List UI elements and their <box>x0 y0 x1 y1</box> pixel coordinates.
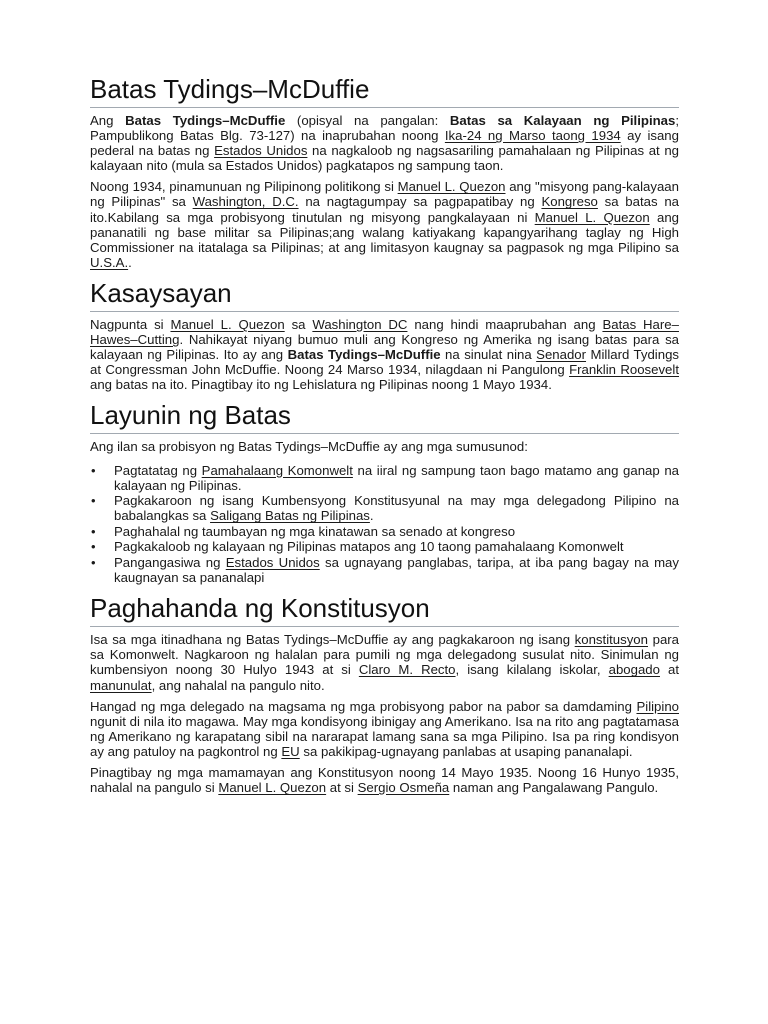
text-run: ; Pampublikong Batas Blg. 73-127) na inaprubahan noong <box>90 113 680 144</box>
article-link[interactable]: konstitusyon <box>574 632 648 648</box>
list-item <box>91 555 679 586</box>
text-run: sa ugnayang panglabas, taripa, at iba pang bagay na may kaugnayan sa pananalapi <box>114 555 679 586</box>
article-link[interactable]: Kongreso <box>541 194 598 210</box>
paragraph <box>90 179 679 270</box>
text-run: ang batas na ito. Pinagtibay ito ng Lehislatura ng Pilipinas noong 1 Mayo 1934. <box>90 377 552 393</box>
text-run: nang hindi maaprubahan ang <box>407 316 603 332</box>
section-kasaysayan <box>90 276 679 392</box>
paragraph <box>90 765 679 795</box>
bullet-icon: • <box>91 462 96 478</box>
text-run: Ang <box>90 113 126 128</box>
list-item-text <box>114 463 679 493</box>
article-link[interactable]: Ika-24 ng Marso taong 1934 <box>444 128 621 144</box>
text-run: at si <box>326 780 358 796</box>
text-run: Pagkakaroon ng isang Kumbensyong Konstitusyunal na may mga delegadong Pilipino na babalangkas sa <box>114 493 679 524</box>
bullet-icon: • <box>91 555 96 571</box>
list-item-text <box>114 539 624 554</box>
article-link[interactable]: Pamahalaang Komonwelt <box>201 462 353 478</box>
paragraph <box>90 317 679 392</box>
text-run: naman ang Pangalawang Pangulo. <box>449 780 659 796</box>
text-run: Ang ilan sa probisyon ng Batas Tydings–McDuffie ay ang mga sumusunod: <box>90 439 528 455</box>
paragraph <box>90 113 679 173</box>
text-run: sa batas na ito.Kabilang sa mga probisyong tinutulan ng misyong pangkalayaan ni <box>90 194 679 225</box>
list-item <box>91 539 679 555</box>
bold-term: Batas sa Kalayaan ng Pilipinas <box>449 113 676 128</box>
text-run: . Nahikayat niyang bumuo muli ang Kongreso ng Amerika ng isang batas para sa kalayaan ng Pilipinas. Ito ay ang <box>90 332 679 363</box>
paragraph <box>90 632 679 692</box>
section-layunin <box>90 398 679 585</box>
article-link[interactable]: Claro M. Recto <box>358 662 456 678</box>
list-item-text <box>114 555 679 585</box>
text-run: Pagkakaloob ng kalayaan ng Pilipinas matapos ang 10 taong pamahalaang Komonwelt <box>114 539 624 555</box>
list-item-text <box>114 493 679 523</box>
text-run: Isa sa mga itinadhana ng Batas Tydings–McDuffie ay ang pagkakaroon ng isang <box>90 632 575 648</box>
text-run: (opisyal na pangalan: <box>285 113 450 128</box>
text-run: at <box>659 662 679 678</box>
article-link[interactable]: Saligang Batas ng Pilipinas <box>210 508 370 524</box>
bullet-icon: • <box>91 523 96 539</box>
article-link[interactable]: Sergio Osmeña <box>357 780 450 796</box>
text-run: ang "misyong pang-kalayaan ng Pilipinas" sa <box>90 179 679 210</box>
text-run: Noong 1934, pinamunuan ng Pilipinong politikong si <box>90 179 398 195</box>
list-item <box>91 523 679 539</box>
text-run: sa pakikipag-ugnayang panlabas at usaping pananalapi. <box>299 743 633 759</box>
text-run: ngunit di nila ito magawa. May mga kondisyong ibinigay ang Amerikano. Isa na rito ang pagtatamasa ng Amerikano ng karapatang sibil na nararapat lamang sana sa mga Pilipino. Isa pa ring kondisyon ay ang patuloy na pagkontrol ng <box>90 713 679 759</box>
section-heading: Layunin ng Batas <box>90 398 679 434</box>
article-link[interactable]: Estados Unidos <box>225 555 320 571</box>
list-item-text <box>114 524 515 539</box>
bold-term: Batas Tydings–McDuffie <box>287 347 441 363</box>
text-run: na iiral ng sampung taon bago matamo ang ganap na kalayaan ng Pilipinas. <box>114 462 679 493</box>
article-link[interactable]: Manuel L. Quezon <box>397 179 506 195</box>
bold-term: Batas Tydings–McDuffie <box>125 113 286 128</box>
text-run: Paghahalal ng taumbayan ng mga kinatawan sa senado at kongreso <box>114 523 516 539</box>
article-link[interactable]: abogado <box>608 662 660 678</box>
list-item <box>91 462 679 493</box>
article-link[interactable]: EU <box>281 743 300 759</box>
provisions-list <box>90 463 679 586</box>
article-link[interactable]: U.S.A. <box>90 254 129 270</box>
bullet-icon: • <box>91 539 96 555</box>
text-run: Millard Tydings at Congressman John McDuffie. Noong 24 Marso 1934, nilagdaan ni Pangulong <box>90 347 680 378</box>
text-run: na nagtagumpay sa pagpapatibay ng <box>298 194 542 210</box>
article-link[interactable]: Manuel L. Quezon <box>218 780 327 796</box>
article-link[interactable]: Senador <box>536 347 587 363</box>
text-run: . <box>369 508 374 524</box>
section-paghahanda <box>90 591 679 795</box>
article-link[interactable]: manunulat <box>90 677 152 693</box>
article-link[interactable]: Washington, D.C. <box>192 194 299 210</box>
article-link[interactable]: Washington DC <box>312 316 408 332</box>
text-run: Pangangasiwa ng <box>114 555 226 571</box>
page-title: Batas Tydings–McDuffie <box>90 72 679 108</box>
text-run: . <box>128 254 132 270</box>
paragraph <box>90 699 679 759</box>
article-link[interactable]: Manuel L. Quezon <box>534 209 650 225</box>
intro-section <box>90 113 679 270</box>
text-run: Pinagtibay ng mga mamamayan ang Konstitusyon noong 14 Mayo 1935. Noong 16 Hunyo 1935, nahalal na pangulo si <box>90 765 679 796</box>
section-heading: Kasaysayan <box>90 276 679 312</box>
text-run: sa <box>284 316 313 332</box>
article-link[interactable]: Pilipino <box>636 698 679 714</box>
text-run: na nagkaloob ng nagsasariling pamahalaan ng Pilipinas at ng kalayaan nito (mula sa Estados Unidos) pagkatapos ng sampung taon. <box>90 143 679 174</box>
text-run: ang pananatili ng base militar sa Pilipinas;ang walang katiyakang kapangyarihang taglay ng High Commissioner na itatalaga sa Pilipinas; at ang limitasyon kaugnay sa pagpasok ng mga Pilipino sa <box>90 209 679 255</box>
article-link[interactable]: Manuel L. Quezon <box>170 316 285 332</box>
text-run: Hangad ng mga delegado na magsama ng mga probisyong pabor na pabor sa damdaming <box>90 698 637 714</box>
article <box>90 64 679 801</box>
text-run: Pagtatatag ng <box>114 462 202 478</box>
list-item <box>91 493 679 524</box>
text-run: , isang kilalang iskolar, <box>455 662 609 678</box>
article-link[interactable]: Estados Unidos <box>214 143 308 159</box>
article-link[interactable]: Franklin Roosevelt <box>569 362 679 378</box>
article-link[interactable]: Batas Hare–Hawes–Cutting <box>90 316 679 348</box>
section-heading: Paghahanda ng Konstitusyon <box>90 591 679 627</box>
paragraph <box>90 439 679 454</box>
text-run: , ang nahalal na pangulo nito. <box>151 677 325 693</box>
text-run: Nagpunta si <box>90 316 171 332</box>
text-run: na sinulat nina <box>440 347 537 363</box>
text-run: para sa Komonwelt. Nagkaroon ng halalan para pumili ng mga delegadong susulat nito. Sinimulan ng kumbensiyon noong 30 Hulyo 1943 at si <box>90 632 680 678</box>
bullet-icon: • <box>91 493 96 509</box>
text-run: ay isang pederal na batas ng <box>90 128 679 159</box>
